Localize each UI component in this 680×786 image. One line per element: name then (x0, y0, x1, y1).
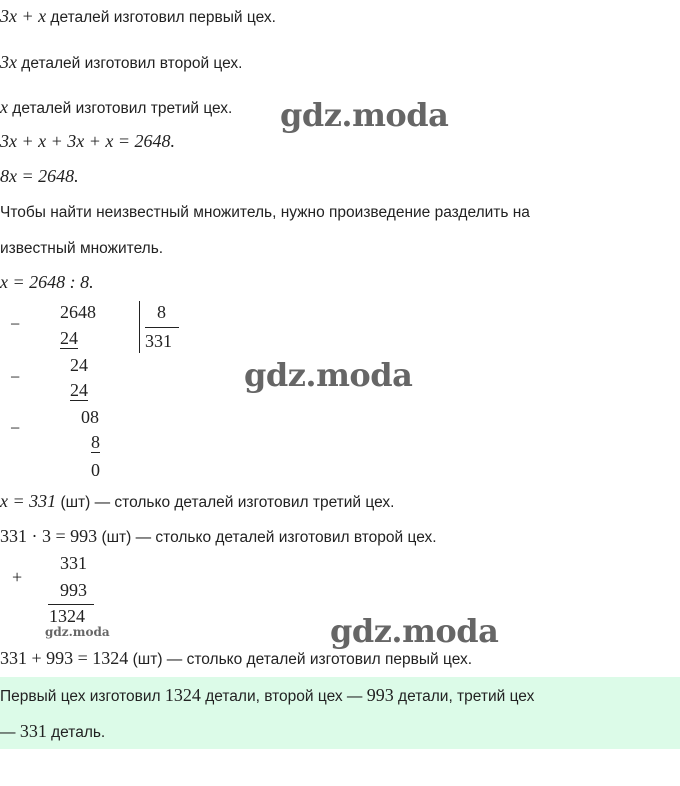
rule-line-2: известный множитель. (0, 240, 164, 257)
answer-line-1 (0, 685, 534, 706)
subtrahend: 24 (60, 328, 78, 348)
answer-text: деталь. (46, 724, 106, 741)
line-text: (шт) — столько деталей изготовил второй цех. (97, 529, 437, 546)
quotient: 331 (145, 331, 172, 351)
line-text: деталей изготовил первый цех. (46, 9, 276, 26)
subtrahend: 8 (91, 432, 100, 452)
line-text: деталей изготовил второй цех. (17, 55, 243, 72)
math-expression: x (0, 97, 8, 117)
answer-text: детали, второй цех — (200, 688, 367, 705)
answer-line-2 (0, 721, 105, 742)
final-remainder: 0 (91, 460, 100, 480)
watermark: gdz.moda (280, 96, 449, 134)
math-expression: 331 + 993 = 1324 (0, 648, 129, 668)
math-expression: 3x + x (0, 6, 47, 26)
answer-text: детали, третий цех (393, 688, 535, 705)
rule-line-1: Чтобы найти неизвестный множитель, нужно произведение разделить на (0, 204, 530, 221)
line-first-shop (0, 6, 276, 27)
division-horizontal-line (145, 327, 179, 328)
plus-sign: + (12, 567, 23, 587)
dividend: 2648 (60, 302, 96, 322)
equation-x (0, 272, 94, 293)
remainder: 24 (70, 355, 88, 375)
line-second-shop (0, 52, 242, 73)
remainder: 08 (81, 407, 99, 427)
divisor: 8 (157, 302, 166, 322)
minus-sign: − (10, 367, 21, 387)
watermark: gdz.moda (45, 625, 110, 639)
line-text: (шт) — столько деталей изготовил третий цех. (56, 494, 395, 511)
equation-text: 8x = 2648. (0, 166, 79, 186)
answer-number: 993 (366, 685, 394, 705)
answer-text: Первый цех изготовил (0, 688, 165, 705)
equation-sum (0, 131, 175, 152)
math-expression: 3x (0, 52, 17, 72)
answer-text: — (0, 724, 20, 741)
answer-number: 331 (19, 721, 47, 741)
line-text: (шт) — столько деталей изготовил первый цех. (128, 651, 473, 668)
line-text: деталей изготовил третий цех. (8, 100, 233, 117)
equation-text: x = 2648 : 8. (0, 272, 94, 292)
answer-number: 1324 (164, 685, 201, 705)
division-vertical-line (139, 301, 140, 353)
watermark: gdz.moda (244, 356, 413, 394)
answer-box (0, 677, 680, 749)
math-expression: 331 · 3 = 993 (0, 526, 98, 546)
addend: 993 (60, 580, 87, 600)
result-second-shop (0, 526, 437, 547)
minus-sign: − (10, 314, 21, 334)
equation-8x (0, 166, 79, 187)
watermark: gdz.moda (330, 612, 499, 650)
minus-sign: − (10, 418, 21, 438)
result-first-shop (0, 648, 472, 669)
addend: 331 (60, 553, 87, 573)
line-third-shop (0, 97, 232, 118)
subtrahend: 24 (70, 380, 88, 400)
sum: 1324 (49, 606, 85, 626)
math-expression: x = 331 (0, 491, 57, 511)
equation-text: 3x + x + 3x + x = 2648. (0, 131, 176, 151)
result-third-shop (0, 491, 394, 512)
